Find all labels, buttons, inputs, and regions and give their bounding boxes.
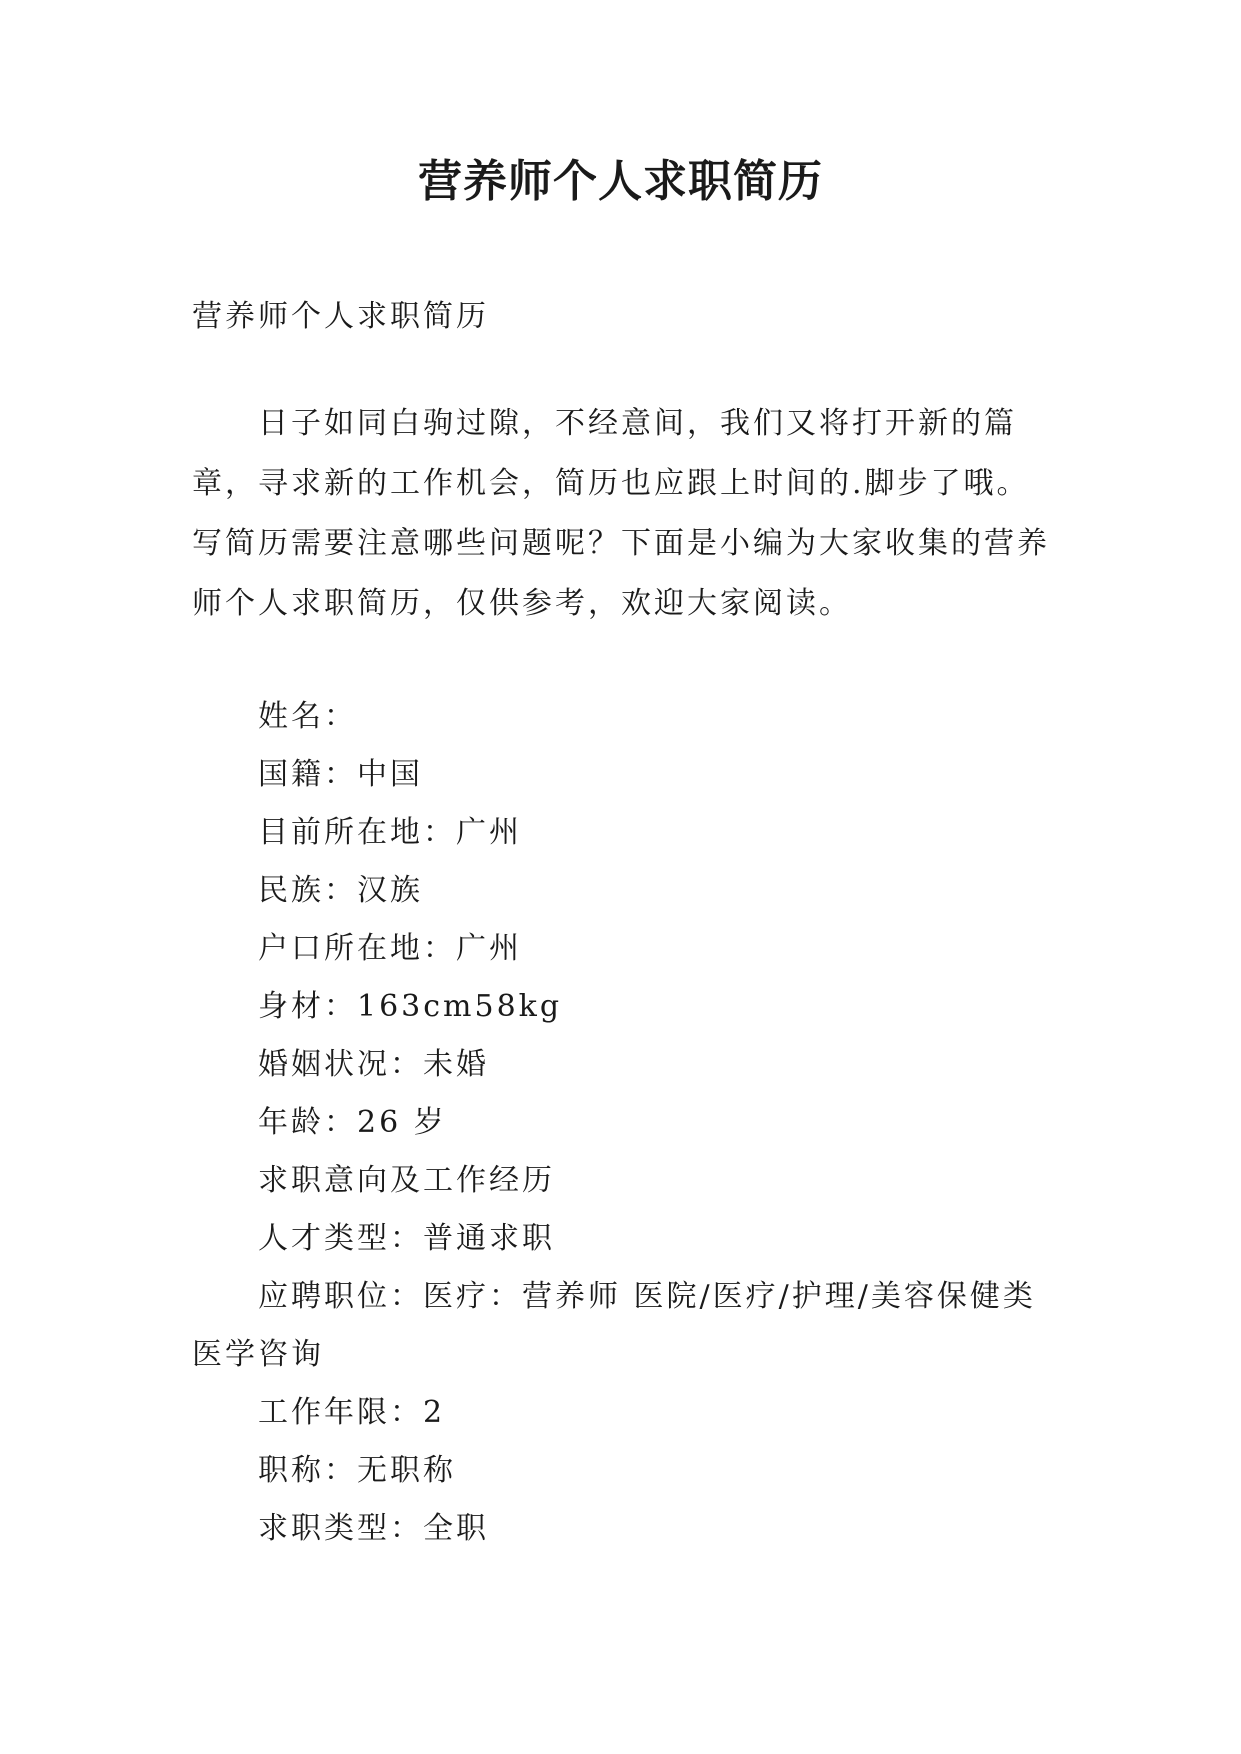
field-current-location: 目前所在地：广州: [258, 815, 522, 850]
document-body: [192, 292, 1058, 1558]
field-hukou-location: 户口所在地：广州: [258, 931, 522, 966]
resume-fields: [192, 688, 1058, 1558]
field-height-weight: 身材：163cm58kg: [258, 989, 563, 1024]
field-work-years: 工作年限：2: [258, 1395, 446, 1430]
field-job-type: 求职类型：全职: [258, 1511, 489, 1546]
field-age: 年龄：26 岁: [258, 1105, 447, 1140]
field-nationality: 国籍：中国: [258, 757, 423, 792]
document-title: 营养师个人求职简历: [418, 156, 823, 207]
field-professional-title: 职称：无职称: [258, 1453, 456, 1488]
field-name: 姓名：: [258, 699, 357, 734]
intro-paragraph: 日子如同白驹过隙，不经意间，我们又将打开新的篇章，寻求新的工作机会，简历也应跟上时间的.脚步了哦。写简历需要注意哪些问题呢？下面是小编为大家收集的营养师个人求职简历，仅供参考，欢迎大家阅读。: [192, 406, 1050, 621]
section-job-intention: 求职意向及工作经历: [258, 1163, 555, 1198]
field-ethnicity: 民族：汉族: [258, 873, 423, 908]
field-applied-position: 应聘职位：医疗：营养师 医院/医疗/护理/美容保健类医学咨询: [192, 1279, 1036, 1372]
document-subtitle: 营养师个人求职简历: [192, 299, 489, 334]
field-talent-type: 人才类型：普通求职: [258, 1221, 555, 1256]
field-marital-status: 婚姻状况：未婚: [258, 1047, 489, 1082]
